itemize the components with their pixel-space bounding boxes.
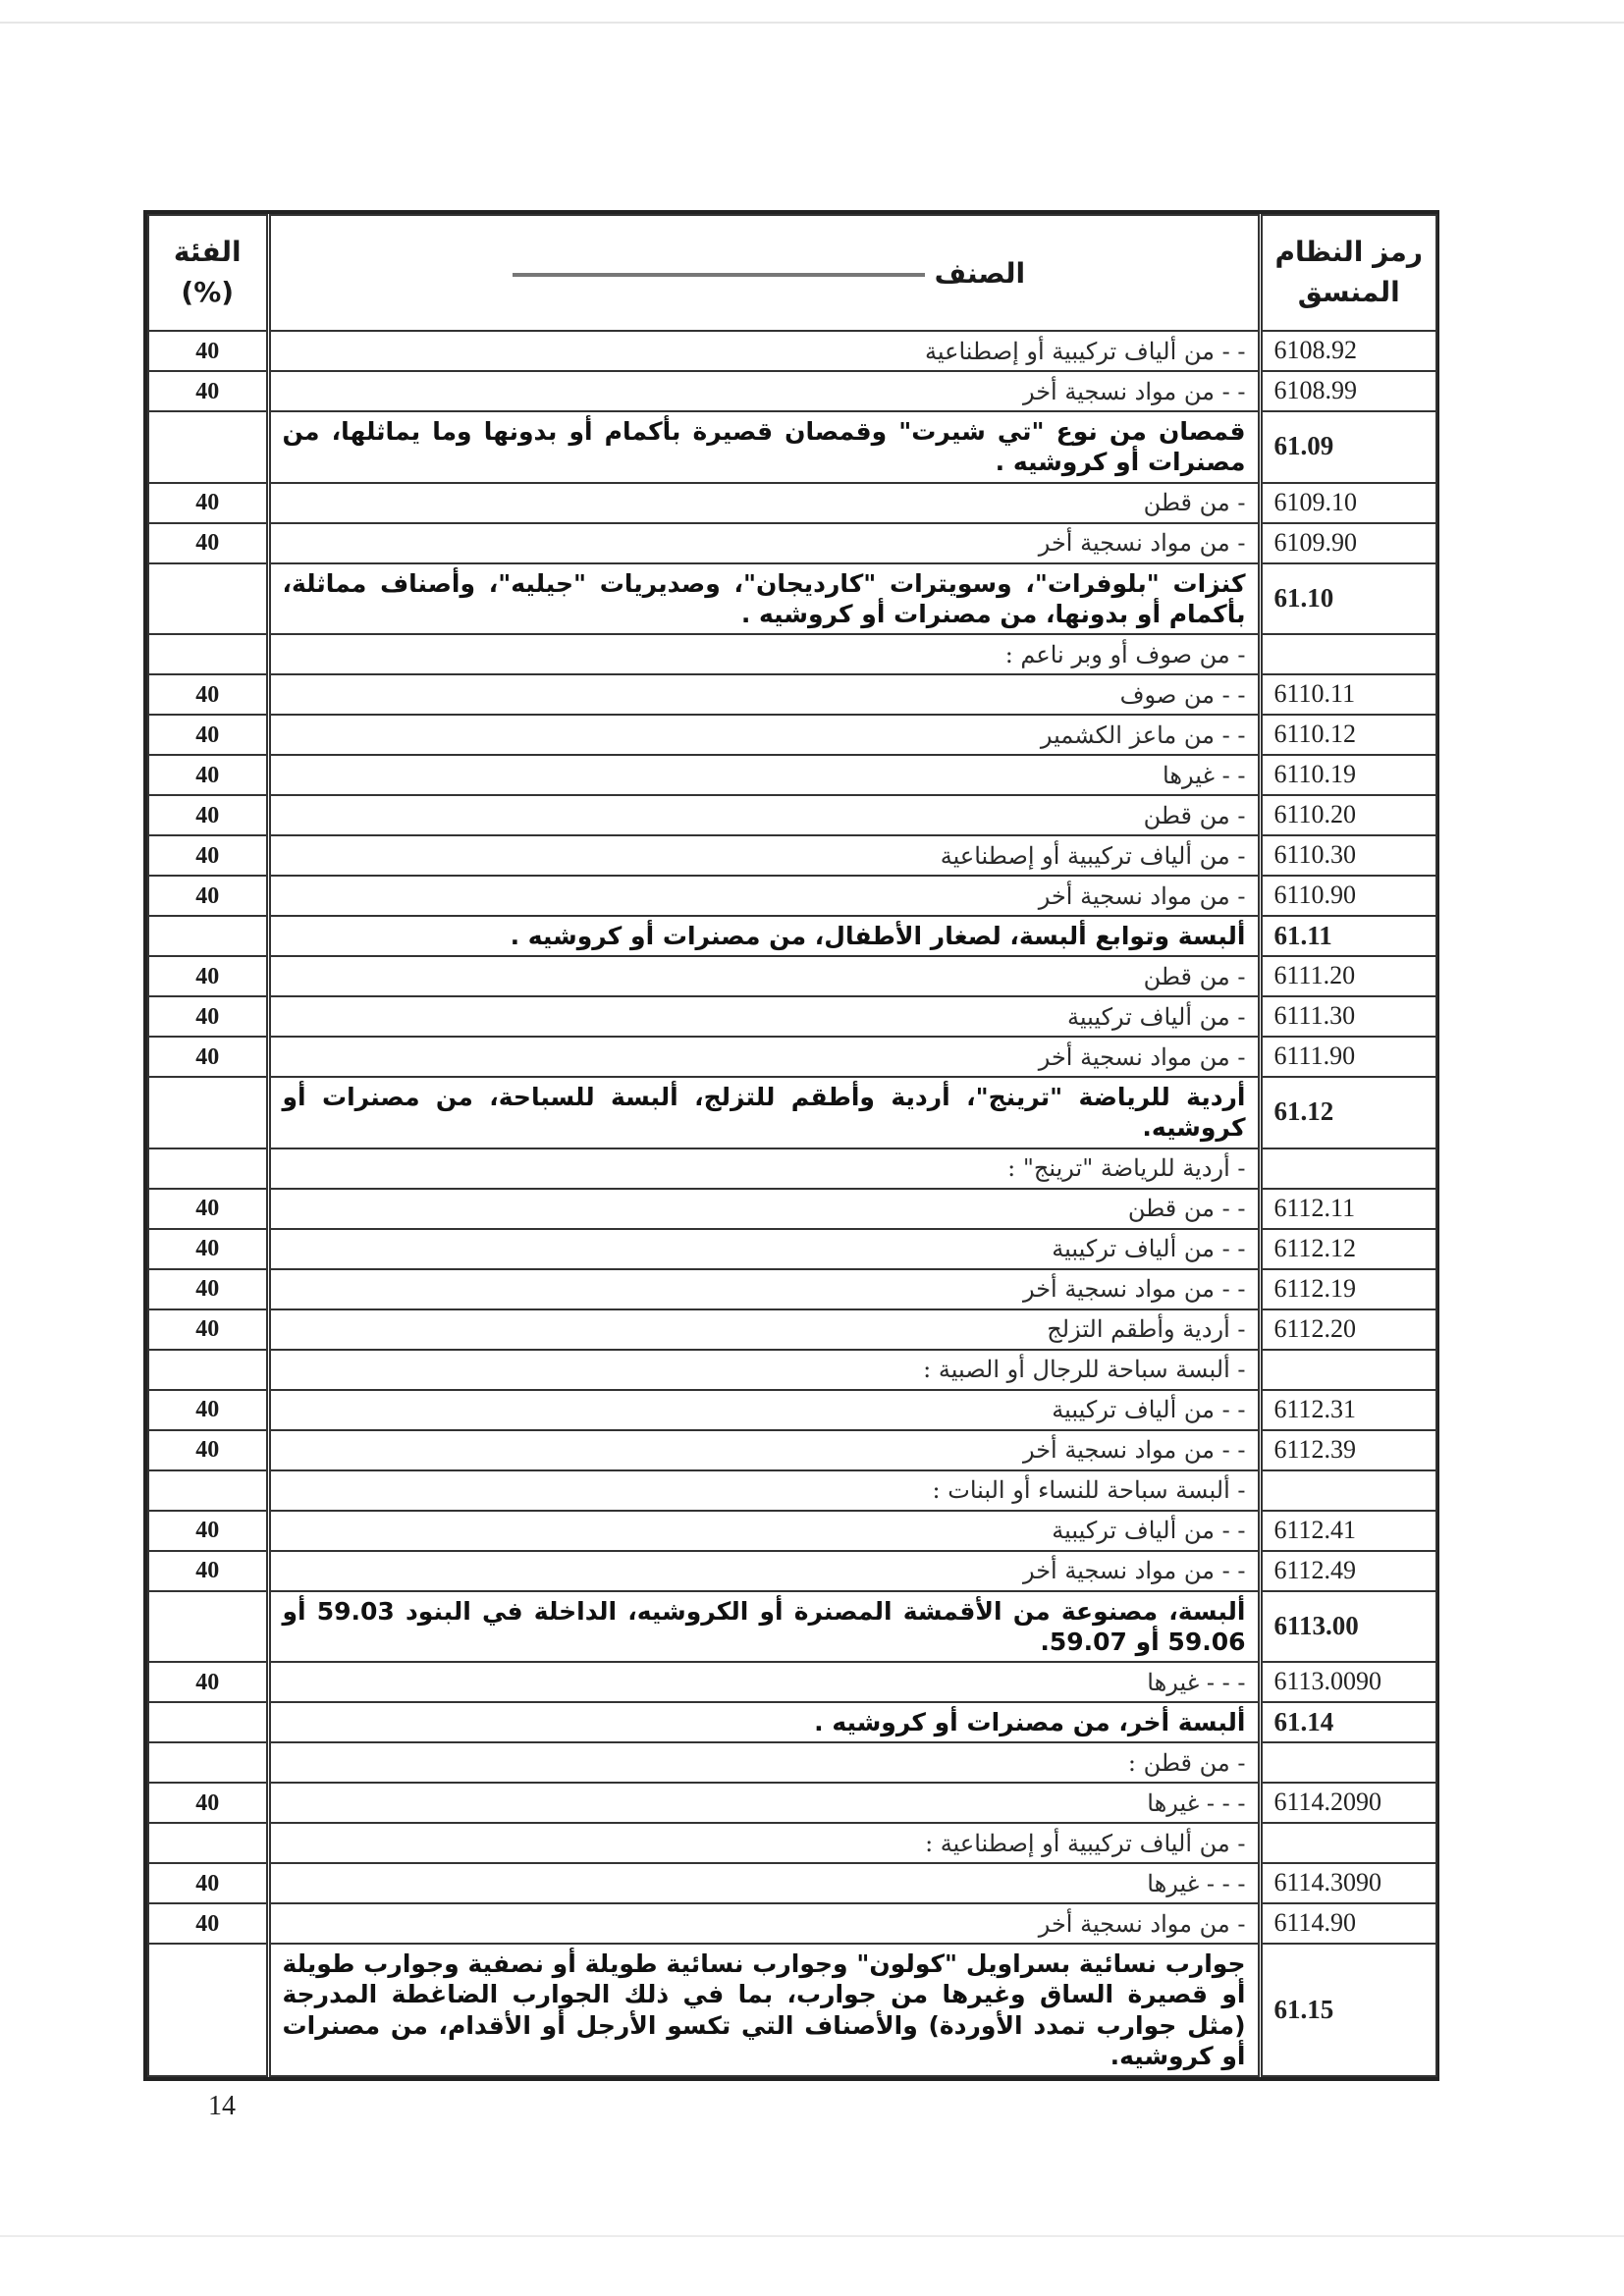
hs-code-cell: 6112.49 [1260, 1551, 1436, 1591]
table-row [148, 1470, 1436, 1511]
rate-cell: 40 [148, 483, 268, 523]
hs-code-cell: 6112.12 [1260, 1229, 1436, 1269]
tariff-table-frame [143, 210, 1439, 2081]
rate-cell: 40 [148, 1037, 268, 1077]
rate-cell [148, 563, 268, 635]
table-row [148, 674, 1436, 715]
hs-code-cell: 6114.90 [1260, 1903, 1436, 1944]
hs-code-cell: 6112.39 [1260, 1430, 1436, 1470]
rate-cell: 40 [148, 1662, 268, 1702]
header-hs-code [1260, 215, 1436, 331]
table-row [148, 371, 1436, 411]
hs-code-cell [1260, 1823, 1436, 1863]
rate-cell: 40 [148, 1511, 268, 1551]
rate-cell [148, 1077, 268, 1148]
hs-code-cell: 61.12 [1260, 1077, 1436, 1148]
description-cell: - - من مواد نسجية أخر [268, 1430, 1260, 1470]
rate-cell: 40 [148, 523, 268, 563]
hs-code-cell: 6114.3090 [1260, 1863, 1436, 1903]
description-cell: - من مواد نسجية أخر [268, 1037, 1260, 1077]
table-row [148, 1430, 1436, 1470]
hs-code-cell: 6110.19 [1260, 755, 1436, 795]
table-row [148, 956, 1436, 996]
table-body [148, 331, 1436, 2076]
hs-code-cell: 6113.00 [1260, 1591, 1436, 1663]
description-cell: - ألبسة سباحة للرجال أو الصبية : [268, 1350, 1260, 1390]
rate-cell: 40 [148, 715, 268, 755]
description-cell: - - من مواد نسجية أخر [268, 371, 1260, 411]
description-cell: قمصان من نوع "تي شيرت" وقمصان قصيرة بأكمام أو بدونها وما يماثلها، من مصنرات أو كروشيه . [268, 411, 1260, 483]
table-row [148, 1350, 1436, 1390]
description-cell: - من مواد نسجية أخر [268, 1903, 1260, 1944]
description-cell: - من ألياف تركيبية [268, 996, 1260, 1037]
table-row [148, 523, 1436, 563]
rate-cell: 40 [148, 876, 268, 916]
hs-code-cell: 6111.20 [1260, 956, 1436, 996]
header-hs-code-line2: المنسق [1297, 276, 1400, 308]
table-row [148, 1390, 1436, 1430]
rate-cell: 40 [148, 795, 268, 835]
description-cell: - - من مواد نسجية أخر [268, 1551, 1260, 1591]
table-row [148, 835, 1436, 876]
description-cell: - - من صوف [268, 674, 1260, 715]
hs-code-cell: 61.09 [1260, 411, 1436, 483]
table-row [148, 563, 1436, 635]
rate-cell: 40 [148, 1783, 268, 1823]
rate-cell [148, 1350, 268, 1390]
description-cell: - - من ألياف تركيبية [268, 1511, 1260, 1551]
header-description [268, 215, 1260, 331]
table-row [148, 1229, 1436, 1269]
rate-cell: 40 [148, 1863, 268, 1903]
rate-cell: 40 [148, 996, 268, 1037]
description-cell: - من ألياف تركيبية أو إصطناعية [268, 835, 1260, 876]
rate-cell [148, 1823, 268, 1863]
description-cell: كنزات "بلوفرات"، وسويترات "كارديجان"، وصديريات "جيليه"، وأصناف مماثلة، بأكمام أو بدونها، من مصنرات أو كروشيه . [268, 563, 1260, 635]
rate-cell [148, 1742, 268, 1783]
hs-code-cell: 6110.90 [1260, 876, 1436, 916]
rate-cell [148, 1591, 268, 1663]
table-row [148, 715, 1436, 755]
table-row [148, 1551, 1436, 1591]
hs-code-cell: 6111.90 [1260, 1037, 1436, 1077]
hs-code-cell: 6112.11 [1260, 1189, 1436, 1229]
hs-code-cell: 6110.11 [1260, 674, 1436, 715]
table-row [148, 1148, 1436, 1189]
rate-cell [148, 1944, 268, 2076]
hs-code-cell [1260, 1470, 1436, 1511]
header-rate [148, 215, 268, 331]
hs-code-cell: 6114.2090 [1260, 1783, 1436, 1823]
rate-cell: 40 [148, 371, 268, 411]
description-cell: - - من ألياف تركيبية [268, 1229, 1260, 1269]
hs-code-cell [1260, 634, 1436, 674]
table-row [148, 1189, 1436, 1229]
description-cell: ألبسة أخر، من مصنرات أو كروشيه . [268, 1702, 1260, 1742]
description-cell: - - من قطن [268, 1189, 1260, 1229]
description-cell: - ألبسة سباحة للنساء أو البنات : [268, 1470, 1260, 1511]
rate-cell [148, 634, 268, 674]
table-row [148, 1269, 1436, 1309]
hs-code-cell: 6109.90 [1260, 523, 1436, 563]
hs-code-cell: 6108.92 [1260, 331, 1436, 371]
description-cell: - من مواد نسجية أخر [268, 876, 1260, 916]
description-cell: - من صوف أو وبر ناعم : [268, 634, 1260, 674]
description-cell: - من مواد نسجية أخر [268, 523, 1260, 563]
rate-cell: 40 [148, 331, 268, 371]
description-cell: - - - غيرها [268, 1662, 1260, 1702]
hs-code-cell: 6112.31 [1260, 1390, 1436, 1430]
description-cell: - - من ألياف تركيبية [268, 1390, 1260, 1430]
description-cell: ألبسة وتوابع ألبسة، لصغار الأطفال، من مصنرات أو كروشيه . [268, 916, 1260, 956]
table-row [148, 1823, 1436, 1863]
table-row [148, 1863, 1436, 1903]
description-cell: أردية للرياضة "ترينج"، أردية وأطقم للتزلج، ألبسة للسباحة، من مصنرات أو كروشيه. [268, 1077, 1260, 1148]
hs-code-cell: 6110.12 [1260, 715, 1436, 755]
description-cell: - من ألياف تركيبية أو إصطناعية : [268, 1823, 1260, 1863]
rate-cell: 40 [148, 1551, 268, 1591]
header-rate-line2: (%) [181, 276, 235, 308]
description-cell: - - من مواد نسجية أخر [268, 1269, 1260, 1309]
hs-code-cell: 6108.99 [1260, 371, 1436, 411]
table-row [148, 411, 1436, 483]
rate-cell: 40 [148, 956, 268, 996]
table-row [148, 1077, 1436, 1148]
description-cell: - من قطن : [268, 1742, 1260, 1783]
hs-code-cell: 6110.30 [1260, 835, 1436, 876]
table-row [148, 1903, 1436, 1944]
description-cell: - - غيرها [268, 755, 1260, 795]
header-hs-code-line1: رمز النظام [1274, 236, 1423, 269]
tariff-table [147, 214, 1437, 2077]
rate-cell: 40 [148, 1229, 268, 1269]
table-row [148, 1783, 1436, 1823]
rate-cell [148, 1148, 268, 1189]
table-row [148, 634, 1436, 674]
table-row [148, 1742, 1436, 1783]
table-row [148, 1702, 1436, 1742]
hs-code-cell: 6113.0090 [1260, 1662, 1436, 1702]
rate-cell: 40 [148, 835, 268, 876]
description-cell: - أردية للرياضة "ترينج" : [268, 1148, 1260, 1189]
header-description-label: الصنف [934, 256, 1026, 290]
table-row [148, 331, 1436, 371]
table-header-row [148, 215, 1436, 331]
description-cell: - - - غيرها [268, 1783, 1260, 1823]
table-row [148, 1944, 1436, 2076]
rate-cell: 40 [148, 1903, 268, 1944]
rate-cell: 40 [148, 1309, 268, 1350]
table-row [148, 1309, 1436, 1350]
table-row [148, 1662, 1436, 1702]
page-edge-top [0, 22, 1624, 24]
rate-cell: 40 [148, 674, 268, 715]
rate-cell [148, 1702, 268, 1742]
hs-code-cell: 6112.41 [1260, 1511, 1436, 1551]
hs-code-cell: 61.15 [1260, 1944, 1436, 2076]
hs-code-cell: 6110.20 [1260, 795, 1436, 835]
table-row [148, 916, 1436, 956]
page-edge-bottom [0, 2235, 1624, 2237]
description-cell: - من قطن [268, 795, 1260, 835]
hs-code-cell: 61.11 [1260, 916, 1436, 956]
description-cell: - من قطن [268, 483, 1260, 523]
description-cell: ألبسة، مصنوعة من الأقمشة المصنرة أو الكروشيه، الداخلة في البنود 59.03 أو 59.06 أو 59.07. [268, 1591, 1260, 1663]
table-row [148, 996, 1436, 1037]
description-cell: - - من ماعز الكشمير [268, 715, 1260, 755]
table-row [148, 1511, 1436, 1551]
table-row [148, 795, 1436, 835]
rate-cell [148, 411, 268, 483]
rate-cell: 40 [148, 1390, 268, 1430]
table-row [148, 1037, 1436, 1077]
page-number: 14 [208, 2091, 236, 2121]
rate-cell [148, 1470, 268, 1511]
hs-code-cell [1260, 1350, 1436, 1390]
hs-code-cell: 6112.19 [1260, 1269, 1436, 1309]
table-row [148, 483, 1436, 523]
table-row [148, 876, 1436, 916]
rate-cell: 40 [148, 1269, 268, 1309]
table-row [148, 1591, 1436, 1663]
description-cell: جوارب نسائية بسراويل "كولون" وجوارب نسائية طويلة أو نصفية وجوارب طويلة أو قصيرة الساق وغيرها من جوارب، بما في ذلك الجوارب الضاغطة المدرجة (مثل جوارب تمدد الأوردة) والأصناف التي تكسو الأرجل أو الأقدام، من مصنرات أو كروشيه. [268, 1944, 1260, 2076]
hs-code-cell [1260, 1742, 1436, 1783]
description-cell: - - - غيرها [268, 1863, 1260, 1903]
description-cell: - أردية وأطقم التزلج [268, 1309, 1260, 1350]
hs-code-cell: 6111.30 [1260, 996, 1436, 1037]
hs-code-cell [1260, 1148, 1436, 1189]
hs-code-cell: 61.14 [1260, 1702, 1436, 1742]
hs-code-cell: 61.10 [1260, 563, 1436, 635]
rate-cell: 40 [148, 1430, 268, 1470]
description-cell: - - من ألياف تركيبية أو إصطناعية [268, 331, 1260, 371]
hs-code-cell: 6112.20 [1260, 1309, 1436, 1350]
rate-cell [148, 916, 268, 956]
table-row [148, 755, 1436, 795]
header-description-rule [513, 273, 925, 277]
header-rate-line1: الفئة [173, 236, 242, 269]
description-cell: - من قطن [268, 956, 1260, 996]
rate-cell: 40 [148, 755, 268, 795]
hs-code-cell: 6109.10 [1260, 483, 1436, 523]
rate-cell: 40 [148, 1189, 268, 1229]
